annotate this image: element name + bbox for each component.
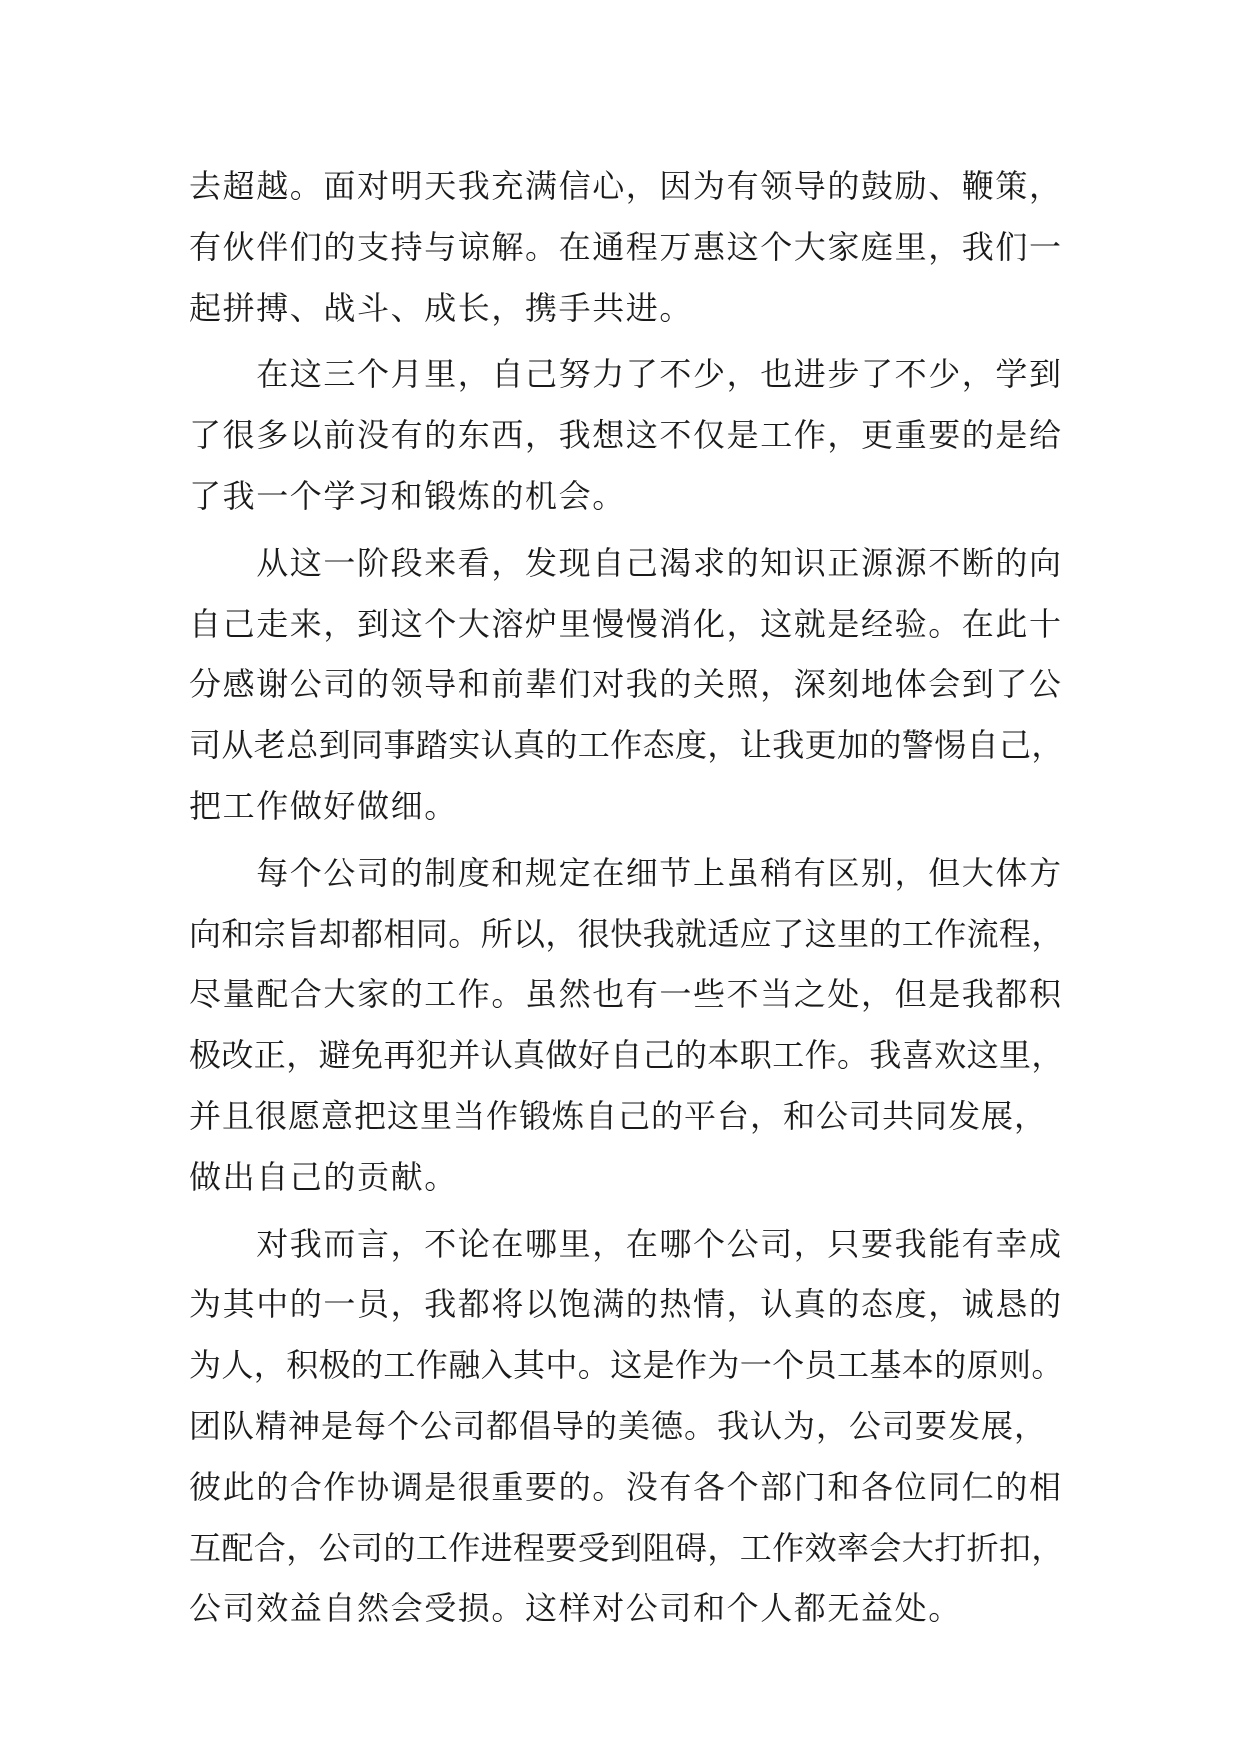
text-line: 为其中的一员，我都将以饱满的热情，认真的态度，诚恳的 xyxy=(189,1285,1063,1324)
text-line: 彼此的合作协调是很重要的。没有各个部门和各位同仁的相 xyxy=(189,1467,1063,1506)
text-line: 把工作做好做细。 xyxy=(189,786,458,825)
text-line: 从这一阶段来看，发现自己渴求的知识正源源不断的向 xyxy=(189,543,1063,582)
document-body xyxy=(189,156,1069,1639)
text-line: 为人，积极的工作融入其中。这是作为一个员工基本的原则。 xyxy=(189,1346,1064,1385)
text-line: 每个公司的制度和规定在细节上虽稍有区别，但大体方 xyxy=(189,853,1063,892)
text-line: 极改正，避免再犯并认真做好自己的本职工作。我喜欢这里， xyxy=(189,1036,1064,1075)
text-line: 在这三个月里，自己努力了不少，也进步了不少，学到 xyxy=(189,355,1063,394)
text-line: 自己走来，到这个大溶炉里慢慢消化，这就是经验。在此十 xyxy=(189,604,1063,643)
text-line: 对我而言，不论在哪里，在哪个公司，只要我能有幸成 xyxy=(189,1224,1063,1263)
text-line: 了我一个学习和锻炼的机会。 xyxy=(189,476,626,515)
text-line: 有伙伴们的支持与谅解。在通程万惠这个大家庭里，我们一 xyxy=(189,227,1063,266)
paragraph-1 xyxy=(189,156,1069,338)
paragraph-4 xyxy=(189,843,1069,1208)
text-line: 尽量配合大家的工作。虽然也有一些不当之处，但是我都积 xyxy=(189,975,1063,1014)
text-line: 做出自己的贡献。 xyxy=(189,1157,458,1196)
text-line: 起拼搏、战斗、成长，携手共进。 xyxy=(189,288,694,327)
paragraph-5 xyxy=(189,1214,1069,1640)
text-line: 了很多以前没有的东西，我想这不仅是工作，更重要的是给 xyxy=(189,416,1063,455)
text-line: 并且很愿意把这里当作锻炼自己的平台，和公司共同发展， xyxy=(189,1096,1048,1135)
text-line: 向和宗旨却都相同。所以，很快我就适应了这里的工作流程， xyxy=(189,914,1064,953)
text-line: 分感谢公司的领导和前辈们对我的关照，深刻地体会到了公 xyxy=(189,665,1063,704)
paragraph-2 xyxy=(189,344,1069,526)
text-line: 去超越。面对明天我充满信心，因为有领导的鼓励、鞭策， xyxy=(189,167,1063,205)
paragraph-3 xyxy=(189,533,1069,837)
text-line: 司从老总到同事踏实认真的工作态度，让我更加的警惕自己， xyxy=(189,726,1064,765)
text-line: 互配合，公司的工作进程要受到阻碍，工作效率会大打折扣， xyxy=(189,1528,1064,1567)
text-line: 团队精神是每个公司都倡导的美德。我认为，公司要发展， xyxy=(189,1406,1048,1445)
text-line: 公司效益自然会受损。这样对公司和个人都无益处。 xyxy=(189,1589,962,1628)
